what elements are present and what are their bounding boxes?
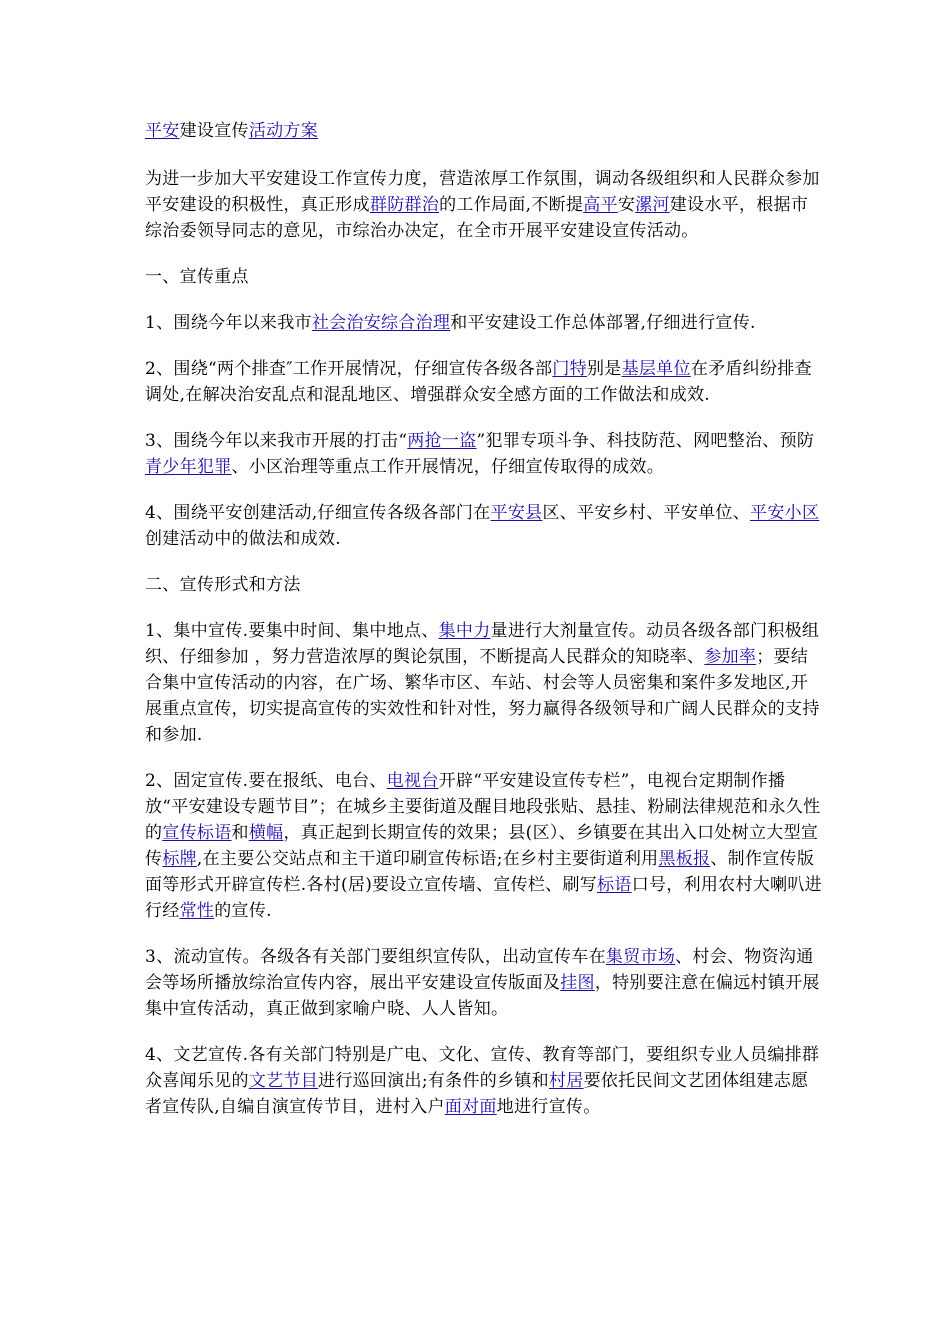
document-title xyxy=(145,118,825,144)
text-run: 别是 xyxy=(586,359,622,379)
inline-link[interactable]: 社会治安综合治理 xyxy=(311,313,451,333)
inline-link[interactable]: 青少年犯罪 xyxy=(145,457,232,477)
text-run: 、制作宣传版面等形式开辟宣传栏.各村(居)要设立宣传墙、宣传栏、刷写 xyxy=(145,849,815,895)
document-body xyxy=(145,118,825,1140)
text-run: 2、围绕“两个排查″工作开展情况，仔细宣传各级各部 xyxy=(145,359,553,379)
paragraph xyxy=(145,618,825,748)
text-run: 和平安建设工作总体部署,仔细进行宣传. xyxy=(450,313,756,333)
text-run: 和 xyxy=(231,823,249,843)
text-run: 安 xyxy=(617,195,636,215)
text-run: ”犯罪专项斗争、科技防范、网吧整治、预防 xyxy=(476,431,815,451)
inline-link[interactable]: 基层单位 xyxy=(621,359,691,379)
inline-link[interactable]: 平安 xyxy=(145,121,180,141)
text-run: 为进一步加大平安建设工作宣传力度，营造浓厚工作氛围，调动各级组织和人民群众参加平安建设的积极性，真正形成 xyxy=(145,169,820,215)
text-run: 4、文艺宣传.各有关部门特别是广电、文化、宣传、教育等部门，要组织专业人员编排群众喜闻乐见的 xyxy=(145,1045,820,1091)
paragraph xyxy=(145,166,825,244)
inline-link[interactable]: 标语 xyxy=(597,875,632,895)
inline-link[interactable]: 平安小区 xyxy=(750,503,820,523)
inline-link[interactable]: 常性 xyxy=(179,901,215,921)
text-run: 、小区治理等重点工作开展情况，仔细宣传取得的成效。 xyxy=(231,457,664,477)
text-run: 创建活动中的做法和成效. xyxy=(145,529,342,549)
inline-link[interactable]: 集贸市场 xyxy=(605,947,676,967)
inline-link[interactable]: 挂图 xyxy=(560,973,595,993)
text-run: 开辟“平安建设宣传专栏”，电视台定期制作播放“平安建设专题节目”；在城乡主要街道及醒目地段张贴、悬挂、粉刷法律规范和永久性的 xyxy=(145,771,821,843)
paragraph xyxy=(145,310,825,336)
paragraph xyxy=(145,1042,825,1120)
text-run: 2、固定宣传.要在报纸、电台、 xyxy=(145,771,387,791)
paragraph xyxy=(145,264,825,290)
inline-link[interactable]: 集中力 xyxy=(438,621,491,641)
inline-link[interactable]: 电视台 xyxy=(386,771,439,791)
text-run: 、村会、物资沟通会等场所播放综治宣传内容，展出平安建设宣传版面及 xyxy=(145,947,814,993)
paragraph xyxy=(145,500,825,552)
inline-link[interactable]: 宣传标语 xyxy=(162,823,232,843)
inline-link[interactable]: 文艺节目 xyxy=(248,1071,319,1091)
text-run: 二、宣传形式和方法 xyxy=(145,575,301,595)
inline-link[interactable]: 平安县 xyxy=(490,503,543,523)
text-run: 3、围绕今年以来我市开展的打击“ xyxy=(145,431,408,451)
inline-link[interactable]: 两抢一盗 xyxy=(407,431,477,451)
inline-link[interactable]: 群防群治 xyxy=(369,195,440,215)
text-run: ,在主要公交站点和主干道印刷宣传标语;在乡村主要街道利用 xyxy=(196,849,659,869)
inline-link[interactable]: 面对面 xyxy=(444,1097,497,1117)
inline-link[interactable]: 高平 xyxy=(583,195,618,215)
text-run: 区、平安乡村、平安单位、 xyxy=(542,503,751,523)
paragraph xyxy=(145,768,825,924)
text-run: 口号，利用农村大喇叭进行经 xyxy=(145,875,822,921)
text-run: 一、宣传重点 xyxy=(145,267,249,287)
text-run: 建设水平，根据市综治委领导同志的意见，市综治办决定，在全市开展平安建设宣传活动。 xyxy=(145,195,809,241)
text-run: 1、集中宣传.要集中时间、集中地点、 xyxy=(145,621,439,641)
inline-link[interactable]: 黑板报 xyxy=(658,849,711,869)
paragraph xyxy=(145,356,825,408)
text-run: 3、流动宣传。各级各有关部门要组织宣传队，出动宣传车在 xyxy=(145,947,606,967)
paragraph xyxy=(145,944,825,1022)
text-run: 地进行宣传。 xyxy=(496,1097,601,1117)
text-run: 在矛盾纠纷排查调处,在解决治安乱点和混乱地区、增强群众安全感方面的工作做法和成效. xyxy=(145,359,812,405)
text-run: 要依托民间文艺团体组建志愿者宣传队,自编自演宣传节目，进村入户 xyxy=(145,1071,809,1117)
paragraph xyxy=(145,572,825,598)
inline-link[interactable]: 活动方案 xyxy=(248,121,319,141)
text-run: 的宣传. xyxy=(214,901,272,921)
text-run: 建设宣传 xyxy=(179,121,249,141)
inline-link[interactable]: 标牌 xyxy=(162,849,197,869)
inline-link[interactable]: 横幅 xyxy=(248,823,284,843)
inline-link[interactable]: 门特 xyxy=(552,359,587,379)
text-run: ，真正起到长期宣传的效果；县(区）、乡镇要在其出入口处树立大型宣传 xyxy=(145,823,819,869)
text-run: ；要结合集中宣传活动的内容，在广场、繁华市区、车站、村会等人员密集和案件多发地区,开展重点宣传，切实提高宣传的实效性和针对性，努力赢得各级领导和广阔人民群众的支持和参加. xyxy=(145,647,820,745)
text-run: 量进行大剂量宣传。动员各级各部门积极组织、仔细参加 ，努力营造浓厚的舆论氛围，不断提高人民群众的知晓率、 xyxy=(145,621,820,667)
inline-link[interactable]: 参加率 xyxy=(704,647,757,667)
text-run: 1、围绕今年以来我市 xyxy=(145,313,312,333)
text-run: 4、围绕平安创建活动,仔细宣传各级各部门在 xyxy=(145,503,491,523)
inline-link[interactable]: 漯河 xyxy=(635,195,670,215)
text-run: 的工作局面,不断提 xyxy=(439,195,584,215)
inline-link[interactable]: 村居 xyxy=(548,1071,584,1091)
text-run: 进行巡回演出;有条件的乡镇和 xyxy=(318,1071,549,1091)
paragraph xyxy=(145,428,825,480)
text-run: ，特别要注意在偏远村镇开展集中宣传活动，真正做到家喻户晓、人人皆知。 xyxy=(145,973,820,1019)
